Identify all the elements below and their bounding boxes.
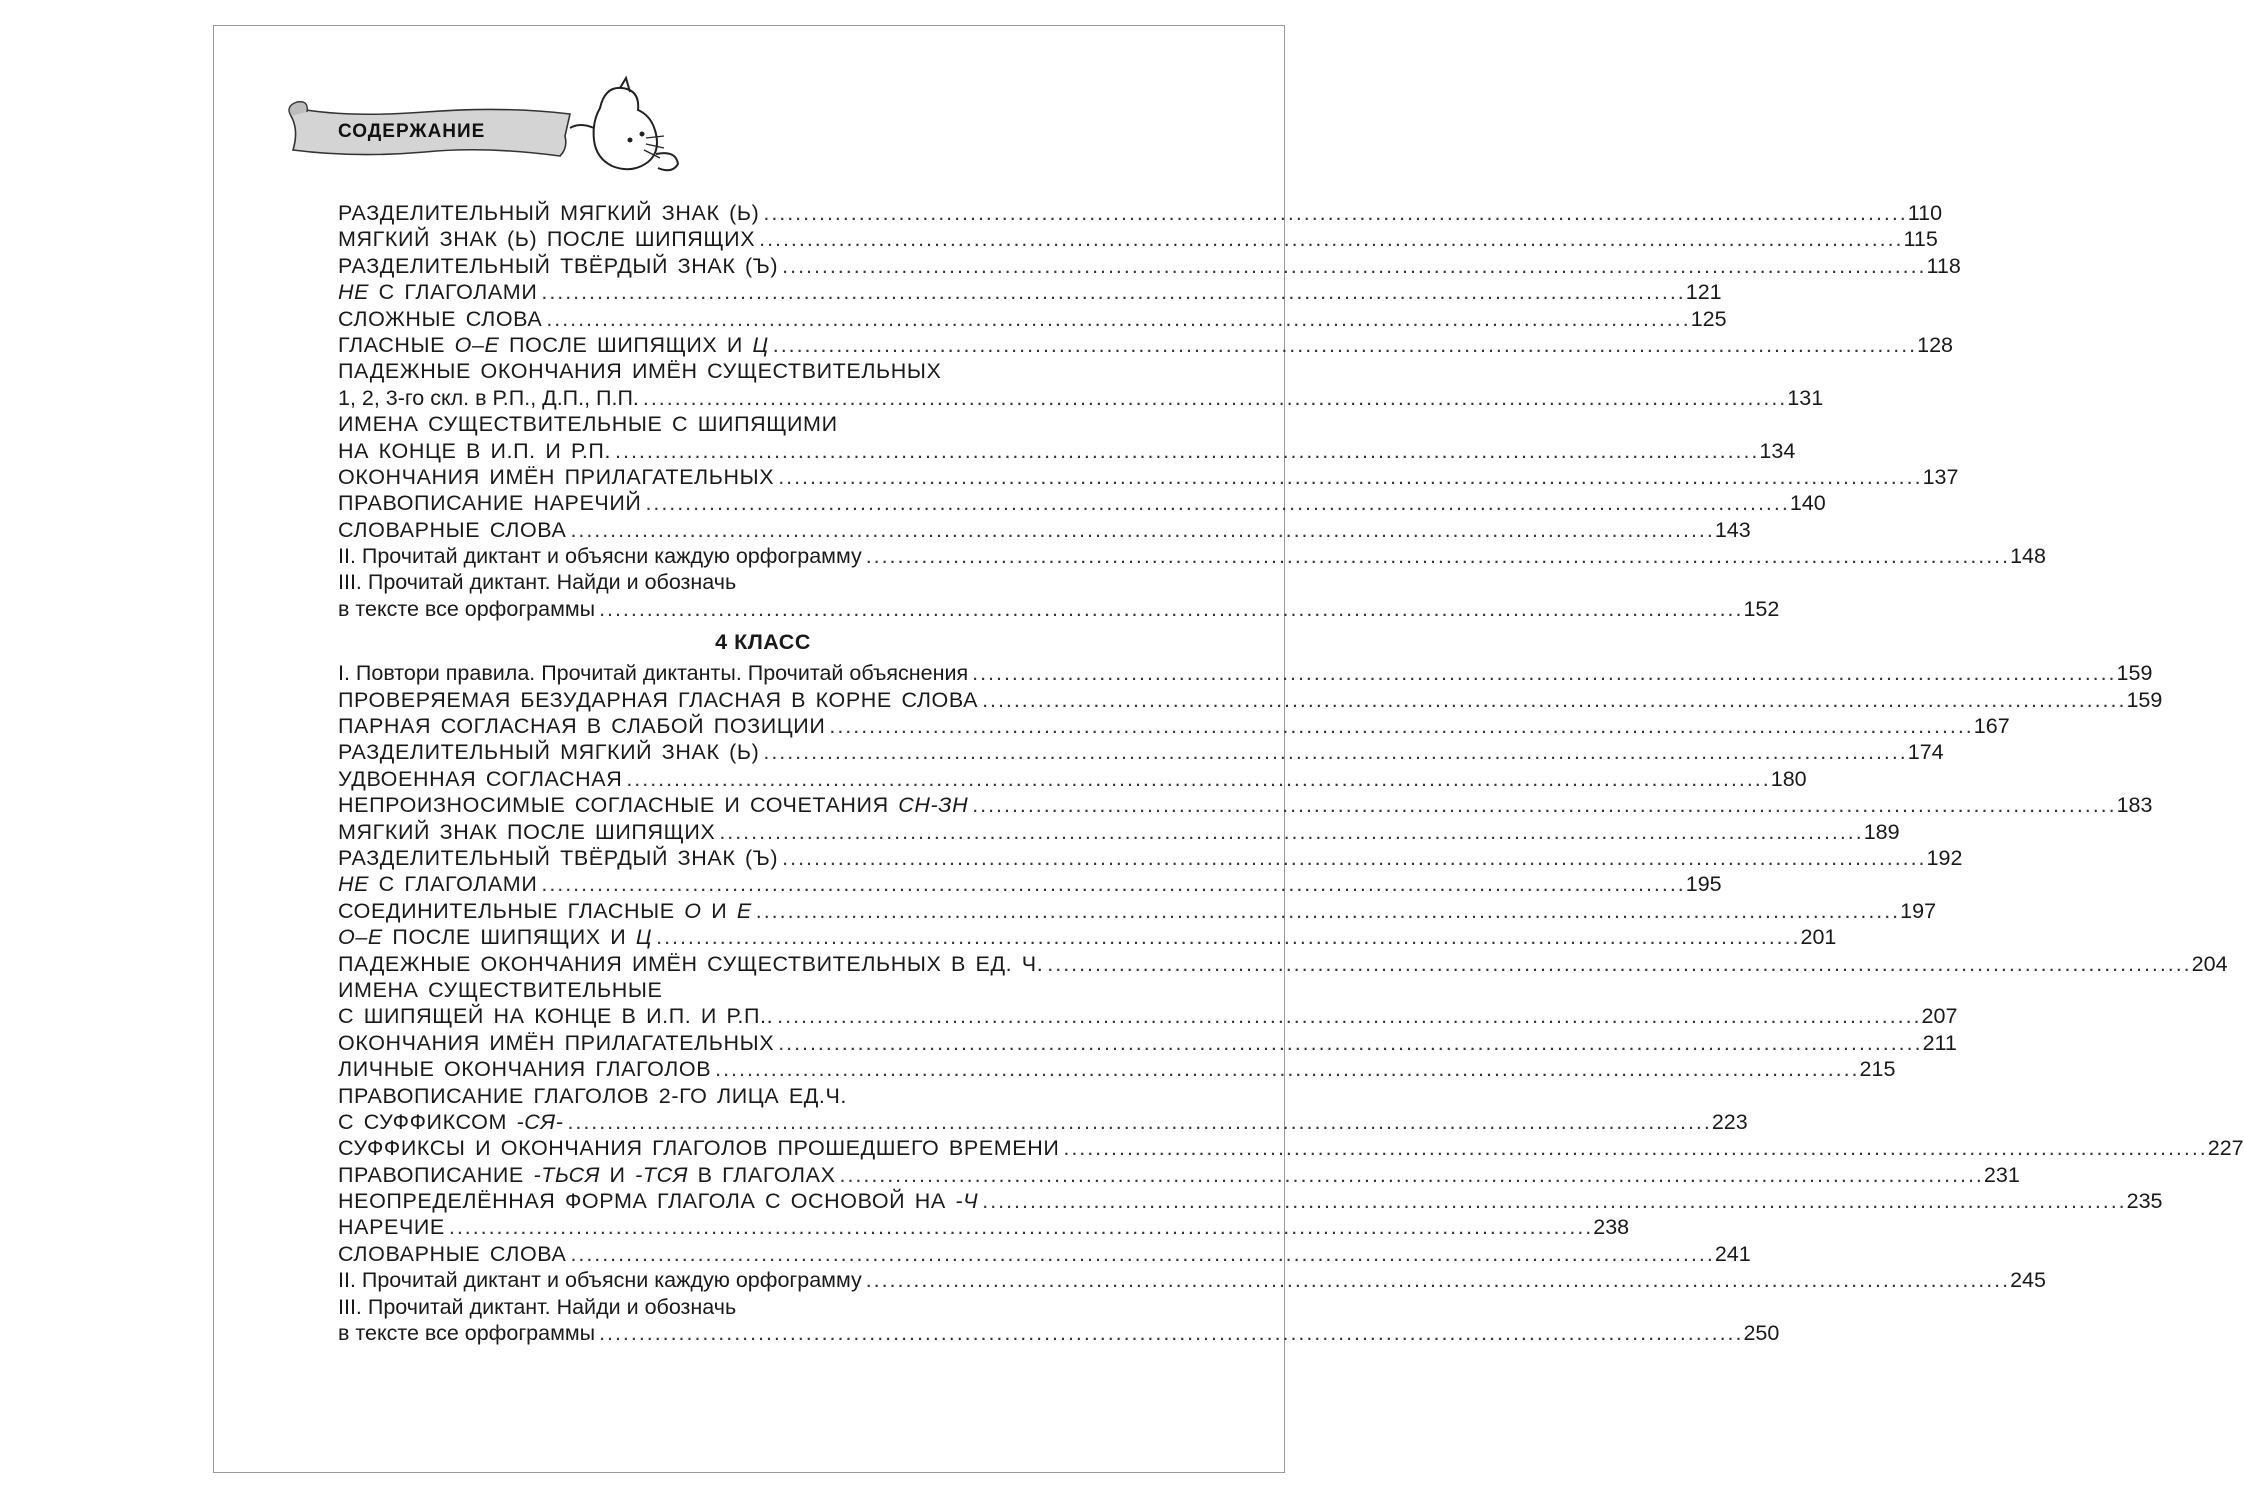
toc-entry[interactable] <box>338 596 1780 622</box>
toc-entry[interactable] <box>338 569 1188 595</box>
toc-page-number: 118 <box>1926 253 1961 278</box>
toc-entry-title: в тексте все орфограммы <box>338 1321 596 1346</box>
toc-entry-title: НЕ С ГЛАГОЛАМИ <box>338 872 538 897</box>
toc-entry[interactable] <box>338 1214 1630 1240</box>
toc-page-number: 241 <box>1714 1241 1751 1266</box>
dot-leader <box>715 1056 1855 1082</box>
toc-page-number: 231 <box>1983 1162 2020 1187</box>
toc-entry[interactable] <box>338 660 2153 686</box>
toc-entry[interactable] <box>338 1294 1188 1320</box>
toc-entry[interactable] <box>338 792 2153 818</box>
toc-entry-title: ОКОНЧАНИЯ ИМЁН ПРИЛАГАТЕЛЬНЫХ <box>338 1030 775 1055</box>
toc-entry[interactable] <box>338 819 1900 845</box>
section-heading: 4 КЛАСС <box>715 630 811 655</box>
toc-entry[interactable] <box>338 951 2228 977</box>
dot-leader <box>866 543 2006 569</box>
toc-entry[interactable] <box>338 226 1938 252</box>
toc-entry[interactable] <box>338 385 1824 411</box>
dot-leader <box>541 279 1681 305</box>
dot-leader <box>1047 951 2187 977</box>
dot-leader <box>615 438 1755 464</box>
toc-entry-title: ЛИЧНЫЕ ОКОНЧАНИЯ ГЛАГОЛОВ <box>338 1057 712 1082</box>
toc-page-number: 143 <box>1714 517 1751 542</box>
dot-leader <box>541 871 1681 897</box>
toc-page-number: 204 <box>2191 951 2228 976</box>
dot-leader <box>773 332 1913 358</box>
toc-entry-title: ПРАВОПИСАНИЕ НАРЕЧИЙ <box>338 491 642 516</box>
toc-page-number: 250 <box>1743 1321 1780 1346</box>
toc-page-number: 159 <box>2116 661 2153 686</box>
toc-entry[interactable] <box>338 713 2010 739</box>
toc-entry[interactable] <box>338 464 1959 490</box>
dot-leader <box>763 200 1903 226</box>
table-of-contents <box>338 200 2244 1346</box>
toc-entry-title: МЯГКИЙ ЗНАК (Ь) ПОСЛЕ ШИПЯЩИХ <box>338 227 756 252</box>
toc-entry-title: ПАДЕЖНЫЕ ОКОНЧАНИЯ ИМЁН СУЩЕСТВИТЕЛЬНЫХ <box>338 359 942 384</box>
dot-leader <box>599 596 1739 622</box>
dot-leader <box>982 687 2122 713</box>
toc-page-number: 189 <box>1863 819 1900 844</box>
toc-entry-title: ПРОВЕРЯЕМАЯ БЕЗУДАРНАЯ ГЛАСНАЯ В КОРНЕ СЛОВА <box>338 687 979 712</box>
toc-page-number: 134 <box>1759 438 1796 463</box>
dot-leader <box>756 898 1896 924</box>
dot-leader <box>972 792 2112 818</box>
toc-entry[interactable] <box>338 200 1943 226</box>
toc-entry[interactable] <box>338 253 1961 279</box>
dot-leader <box>778 1030 1918 1056</box>
dot-leader <box>570 1241 1710 1267</box>
toc-page-number: 227 <box>2207 1136 2244 1161</box>
toc-entry[interactable] <box>338 1030 1957 1056</box>
toc-page-number: 180 <box>1770 766 1807 791</box>
toc-entry-title: ПРАВОПИСАНИЕ -ТЬСЯ И -ТСЯ В ГЛАГОЛАХ <box>338 1162 836 1187</box>
cat-icon <box>560 78 690 178</box>
toc-entry-title: I. Повтори правила. Прочитай диктанты. Прочитай объяснения <box>338 661 969 686</box>
toc-top-list <box>338 200 2046 622</box>
dot-leader <box>643 385 1783 411</box>
toc-entry-title: О–Е ПОСЛЕ ШИПЯЩИХ И Ц <box>338 925 653 950</box>
toc-entry[interactable] <box>338 438 1796 464</box>
toc-entry[interactable] <box>338 1109 1748 1135</box>
dot-leader <box>778 464 1918 490</box>
toc-entry[interactable] <box>338 977 1188 1003</box>
toc-entry[interactable] <box>338 411 1188 437</box>
toc-page-number: 211 <box>1922 1030 1957 1055</box>
toc-entry-title: в тексте все орфограммы <box>338 596 596 621</box>
toc-page-number: 167 <box>1973 714 2010 739</box>
toc-entry-title: ПАРНАЯ СОГЛАСНАЯ В СЛАБОЙ ПОЗИЦИИ <box>338 714 826 739</box>
toc-entry-title: II. Прочитай диктант и объясни каждую орфограмму <box>338 544 862 569</box>
dot-leader <box>777 1003 1917 1029</box>
toc-page-number: 128 <box>1917 332 1954 357</box>
toc-entry[interactable] <box>338 1188 2163 1214</box>
toc-entry[interactable] <box>338 1241 1751 1267</box>
toc-entry-title: СЛОВАРНЫЕ СЛОВА <box>338 517 567 542</box>
dot-leader <box>626 766 1766 792</box>
dot-leader <box>1063 1135 2203 1161</box>
toc-page-number: 121 <box>1685 280 1722 305</box>
toc-entry-title: ПАДЕЖНЫЕ ОКОНЧАНИЯ ИМЁН СУЩЕСТВИТЕЛЬНЫХ В ЕД. Ч. <box>338 951 1044 976</box>
toc-entry[interactable] <box>338 1135 2244 1161</box>
toc-page-number: 174 <box>1907 740 1944 765</box>
toc-entry[interactable] <box>338 1083 1188 1109</box>
toc-entry[interactable] <box>338 1320 1780 1346</box>
dot-leader <box>759 226 1899 252</box>
toc-entry-title: III. Прочитай диктант. Найди и обозначь <box>338 1294 737 1319</box>
toc-entry[interactable] <box>338 306 1727 332</box>
toc-entry[interactable] <box>338 1056 1896 1082</box>
toc-entry-title: 1, 2, 3-го скл. в Р.П., Д.П., П.П. <box>338 385 639 410</box>
toc-entry-title: МЯГКИЙ ЗНАК ПОСЛЕ ШИПЯЩИХ <box>338 819 716 844</box>
toc-entry[interactable] <box>338 898 1937 924</box>
toc-entry-title: ГЛАСНЫЕ О–Е ПОСЛЕ ШИПЯЩИХ И Ц <box>338 332 769 357</box>
toc-entry-title: НЕОПРЕДЕЛЁННАЯ ФОРМА ГЛАГОЛА С ОСНОВОЙ НА -Ч <box>338 1189 979 1214</box>
toc-entry[interactable] <box>338 1162 2020 1188</box>
toc-page-number: 110 <box>1907 201 1943 225</box>
toc-entry[interactable] <box>338 332 1954 358</box>
dot-leader <box>782 845 1922 871</box>
dot-leader <box>840 1162 1980 1188</box>
dot-leader <box>982 1188 2122 1214</box>
toc-entry[interactable] <box>338 517 1751 543</box>
toc-page-number: 192 <box>1926 845 1963 870</box>
toc-entry-title: II. Прочитай диктант и объясни каждую орфограмму <box>338 1268 862 1293</box>
dot-leader <box>546 306 1686 332</box>
toc-entry-title: С СУФФИКСОМ -СЯ- <box>338 1109 564 1134</box>
toc-entry-title: НЕПРОИЗНОСИМЫЕ СОГЛАСНЫЕ И СОЧЕТАНИЯ СН-ЗН <box>338 793 969 818</box>
toc-entry-title: СЛОЖНЫЕ СЛОВА <box>338 306 543 331</box>
toc-entry-title: СОЕДИНИТЕЛЬНЫЕ ГЛАСНЫЕ О И Е <box>338 898 752 923</box>
toc-bottom-list <box>338 660 2244 1346</box>
toc-page-number: 245 <box>2010 1268 2046 1293</box>
toc-page-number: 207 <box>1921 1004 1958 1029</box>
dot-leader <box>866 1267 2006 1293</box>
toc-entry-title: РАЗДЕЛИТЕЛЬНЫЙ ТВЁРДЫЙ ЗНАК (Ъ) <box>338 845 779 870</box>
toc-page-number: 131 <box>1787 385 1824 410</box>
toc-entry[interactable] <box>338 1267 2046 1293</box>
dot-leader <box>645 490 1785 516</box>
toc-entry[interactable] <box>338 924 1837 950</box>
toc-page-number: 201 <box>1800 925 1837 950</box>
dot-leader <box>567 1109 1707 1135</box>
toc-entry-title: ПРАВОПИСАНИЕ ГЛАГОЛОВ 2-ГО ЛИЦА ЕД.Ч. <box>338 1083 847 1108</box>
toc-page-number: 115 <box>1903 227 1938 252</box>
toc-entry[interactable] <box>338 1003 1958 1029</box>
toc-page-number: 152 <box>1743 596 1780 621</box>
toc-page-number: 148 <box>2010 544 2046 569</box>
toc-entry-title: ИМЕНА СУЩЕСТВИТЕЛЬНЫЕ <box>338 977 663 1002</box>
toc-entry-title: С ШИПЯЩЕЙ НА КОНЦЕ В И.П. И Р.П.. <box>338 1004 774 1029</box>
toc-entry-title: РАЗДЕЛИТЕЛЬНЫЙ МЯГКИЙ ЗНАК (Ь) <box>338 201 760 225</box>
dot-leader <box>829 713 1969 739</box>
toc-entry-title: ИМЕНА СУЩЕСТВИТЕЛЬНЫЕ С ШИПЯЩИМИ <box>338 412 838 437</box>
toc-entry[interactable] <box>338 279 1722 305</box>
toc-page-number: 125 <box>1690 306 1727 331</box>
dot-leader <box>449 1214 1589 1240</box>
toc-entry[interactable] <box>338 845 1963 871</box>
dot-leader <box>972 660 2112 686</box>
toc-entry-title: РАЗДЕЛИТЕЛЬНЫЙ ТВЁРДЫЙ ЗНАК (Ъ) <box>338 253 779 278</box>
toc-entry[interactable] <box>338 490 1826 516</box>
toc-entry-title: ОКОНЧАНИЯ ИМЁН ПРИЛАГАТЕЛЬНЫХ <box>338 464 775 489</box>
dot-leader <box>570 517 1710 543</box>
toc-entry-title: НЕ С ГЛАГОЛАМИ <box>338 280 538 305</box>
dot-leader <box>656 924 1796 950</box>
toc-page-number: 183 <box>2116 793 2153 818</box>
toc-entry[interactable] <box>338 871 1722 897</box>
toc-page-number: 235 <box>2126 1189 2163 1214</box>
dot-leader <box>763 739 1903 765</box>
dot-leader <box>599 1320 1739 1346</box>
toc-entry[interactable] <box>338 358 1188 384</box>
toc-page-number: 197 <box>1900 898 1937 923</box>
toc-page-number: 140 <box>1789 491 1826 516</box>
toc-entry-title: СУФФИКСЫ И ОКОНЧАНИЯ ГЛАГОЛОВ ПРОШЕДШЕГО ВРЕМЕНИ <box>338 1136 1060 1161</box>
toc-entry-title: РАЗДЕЛИТЕЛЬНЫЙ МЯГКИЙ ЗНАК (Ь) <box>338 740 760 765</box>
toc-entry-title: УДВОЕННАЯ СОГЛАСНАЯ <box>338 766 623 791</box>
dot-leader <box>719 819 1859 845</box>
toc-entry[interactable] <box>338 687 2163 713</box>
toc-entry[interactable] <box>338 543 2046 569</box>
dot-leader <box>782 253 1922 279</box>
toc-page-number: 195 <box>1685 872 1722 897</box>
toc-page-number: 238 <box>1593 1215 1630 1240</box>
toc-entry[interactable] <box>338 766 1807 792</box>
toc-entry-title: СЛОВАРНЫЕ СЛОВА <box>338 1241 567 1266</box>
toc-page-number: 223 <box>1711 1109 1748 1134</box>
toc-entry-title: III. Прочитай диктант. Найди и обозначь <box>338 570 737 595</box>
toc-page-number: 159 <box>2126 687 2163 712</box>
toc-entry-title: НАРЕЧИЕ <box>338 1215 445 1240</box>
toc-page-number: 137 <box>1922 464 1959 489</box>
page-title: СОДЕРЖАНИЕ <box>338 121 486 142</box>
toc-entry[interactable] <box>338 739 1944 765</box>
toc-entry-title: НА КОНЦЕ В И.П. И Р.П. <box>338 438 612 463</box>
toc-page-number: 215 <box>1859 1057 1896 1082</box>
